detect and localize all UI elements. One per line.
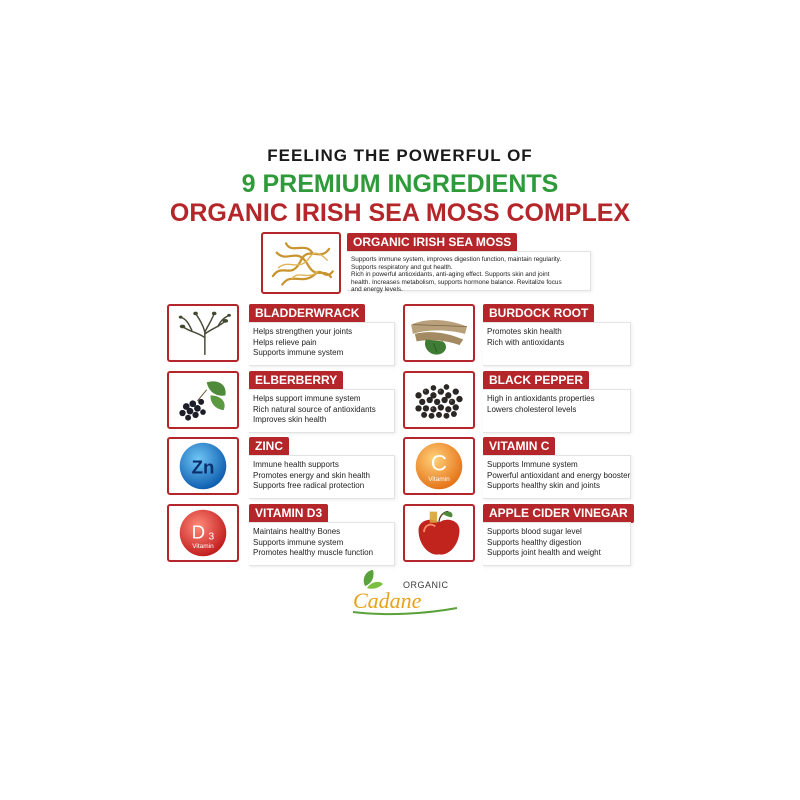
- ingredient-title: BURDOCK ROOT: [483, 304, 594, 323]
- ingredient-card-black-pepper: [483, 371, 631, 431]
- black-pepper-icon: [403, 371, 475, 429]
- ingredient-card-elderberry: [249, 371, 395, 431]
- benefit-line: Promotes energy and skin health: [253, 470, 370, 480]
- benefit-line: Helps relieve pain: [253, 337, 317, 347]
- ingredient-benefits: [249, 389, 395, 433]
- headline-ingredients: 9 PREMIUM INGREDIENTS: [241, 170, 559, 198]
- benefit-line: High in antioxidants properties: [487, 394, 595, 403]
- benefit-line: Supports immune system: [253, 348, 344, 357]
- ingredient-benefits: [249, 322, 395, 366]
- ingredient-title: ZINC: [249, 437, 289, 456]
- benefit-line: Improves skin health: [253, 415, 327, 424]
- vitamin-c-sub: Vitamin: [428, 475, 450, 483]
- benefit-line: Rich with antioxidants: [487, 337, 565, 347]
- benefit-line: Helps strengthen your joints: [253, 327, 353, 336]
- benefit-line: and energy levels.: [351, 286, 403, 294]
- vitamin-d-symbol: D: [191, 521, 206, 543]
- vitamin-d-number: 3: [208, 531, 215, 543]
- apple-cider-vinegar-icon: [403, 504, 475, 562]
- benefit-line: Supports joint health and weight: [487, 548, 601, 557]
- headline-feeling: FEELING THE POWERFUL OF: [267, 146, 533, 165]
- benefit-line: Immune health supports: [253, 460, 339, 469]
- burdock-root-icon: [403, 304, 475, 362]
- ingredient-benefits: [483, 322, 631, 366]
- ingredient-benefits: [483, 522, 631, 566]
- ingredient-card-vitamin-c: [483, 437, 631, 497]
- benefit-line: Maintains healthy Bones: [253, 527, 341, 536]
- benefit-line: Supports free radical protection: [253, 481, 365, 490]
- vitamin-d-sub: Vitamin: [192, 542, 214, 550]
- benefit-line: Supports Immune system: [487, 460, 578, 469]
- ingredient-title: BLACK PEPPER: [483, 371, 589, 390]
- benefit-line: Lowers cholesterol levels: [487, 404, 577, 414]
- ingredient-benefits: [347, 251, 591, 294]
- benefit-line: Rich natural source of antioxidants: [253, 404, 376, 414]
- featured-ingredient-card: [347, 233, 591, 293]
- ingredient-card-vitamin-d3: [249, 504, 395, 564]
- benefit-line: Supports blood sugar level: [487, 527, 582, 536]
- ingredient-benefits: [483, 455, 631, 499]
- benefit-line: Supports healthy skin and joints: [487, 481, 600, 490]
- ingredient-benefits: [249, 522, 395, 566]
- headline-product: ORGANIC IRISH SEA MOSS COMPLEX: [169, 199, 631, 227]
- vitamin-c-symbol: C: [430, 450, 448, 476]
- benefit-line: Supports healthy digestion: [487, 537, 582, 547]
- ingredient-title: BLADDERWRACK: [249, 304, 365, 323]
- ingredient-benefits: [483, 389, 631, 433]
- ingredient-title: ELBERBERRY: [249, 371, 343, 390]
- ingredient-title: ORGANIC IRISH SEA MOSS: [347, 233, 517, 252]
- cadane-logo: [345, 568, 465, 618]
- ingredient-title: VITAMIN C: [483, 437, 555, 456]
- bladderwrack-icon: [167, 304, 239, 362]
- vitamin-d3-icon: [167, 504, 239, 562]
- vitamin-c-icon: [403, 437, 475, 495]
- benefit-line: Supports immune system, improves digestion function, maintain regularity.: [351, 256, 562, 263]
- ingredient-card-zinc: [249, 437, 395, 497]
- benefit-line: Supports immune system: [253, 537, 344, 547]
- sea-moss-icon: [261, 232, 341, 294]
- benefit-line: Powerful antioxidant and energy booster: [487, 470, 631, 480]
- benefit-line: health. Increases metabolism, supports hormone balance. Revitalize focus: [351, 278, 562, 286]
- zinc-symbol: Zn: [191, 456, 215, 478]
- ingredient-card-apple-cider-vinegar: [483, 504, 631, 564]
- logo-brand: Cadane: [353, 588, 422, 613]
- ingredient-benefits: [249, 455, 395, 499]
- zinc-icon: [167, 437, 239, 495]
- ingredient-title: APPLE CIDER VINEGAR: [483, 504, 634, 523]
- benefit-line: Promotes healthy muscle function: [253, 548, 374, 557]
- ingredient-title: VITAMIN D3: [249, 504, 328, 523]
- logo-organic-word: ORGANIC: [403, 580, 449, 590]
- benefit-line: Supports respiratory and gut health.: [351, 263, 453, 271]
- benefit-line: Promotes skin health: [487, 327, 562, 336]
- elderberry-icon: [167, 371, 239, 429]
- ingredient-card-bladderwrack: [249, 304, 395, 364]
- benefit-line: Rich in powerful antioxidants, anti-aging effect. Supports skin and joint: [351, 271, 550, 279]
- benefit-line: Helps support immune system: [253, 394, 361, 403]
- ingredient-card-burdock-root: [483, 304, 631, 364]
